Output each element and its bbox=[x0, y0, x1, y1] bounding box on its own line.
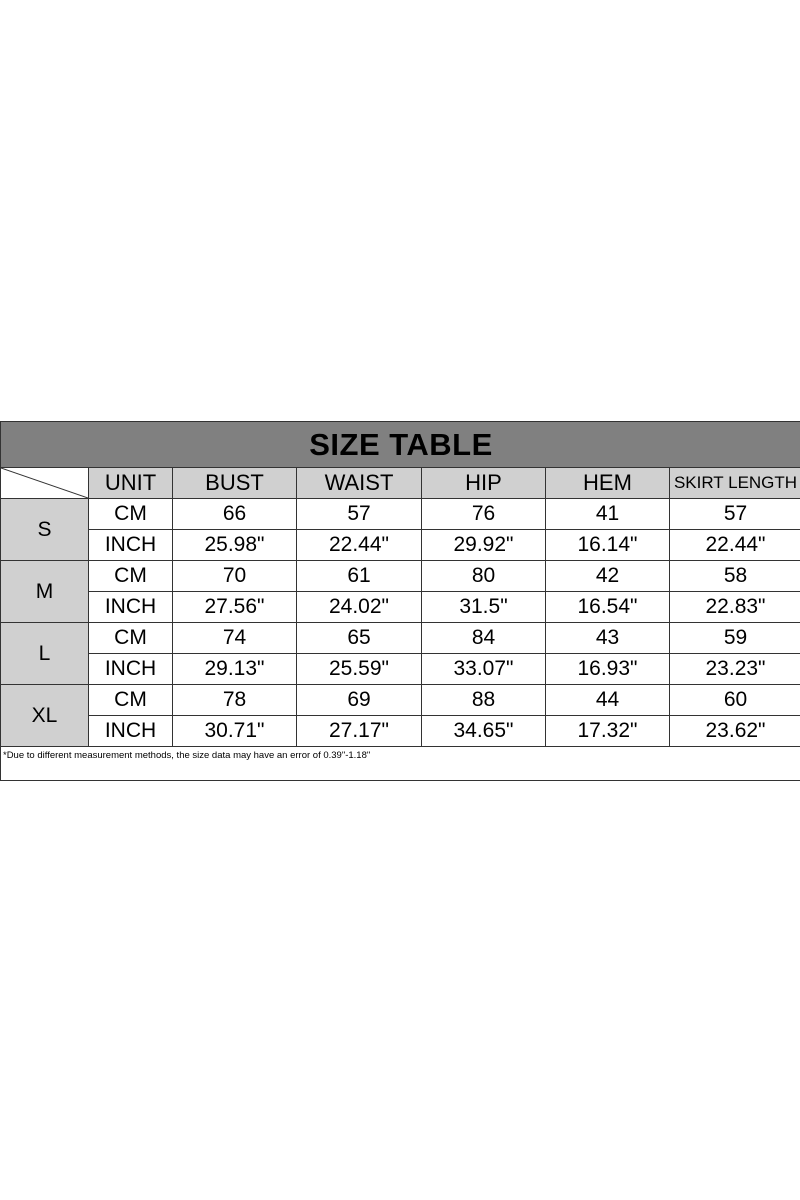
hip-value: 31.5" bbox=[422, 592, 546, 623]
skirt-length-value: 22.83" bbox=[670, 592, 800, 623]
waist-value: 65 bbox=[297, 623, 422, 654]
skirt-length-value: 58 bbox=[670, 561, 800, 592]
hem-value: 44 bbox=[546, 685, 670, 716]
measurement-note: *Due to different measurement methods, the size data may have an error of 0.39"-1.18" bbox=[1, 747, 800, 781]
title-row bbox=[1, 422, 800, 468]
hem-value: 41 bbox=[546, 499, 670, 530]
waist-value: 57 bbox=[297, 499, 422, 530]
table-row bbox=[1, 623, 800, 654]
header-bust: BUST bbox=[173, 468, 297, 499]
size-label-m: M bbox=[1, 561, 89, 623]
skirt-length-value: 60 bbox=[670, 685, 800, 716]
unit-cell: CM bbox=[89, 623, 173, 654]
table-row bbox=[1, 499, 800, 530]
header-hem: HEM bbox=[546, 468, 670, 499]
bust-value: 27.56" bbox=[173, 592, 297, 623]
header-row bbox=[1, 468, 800, 499]
bust-value: 74 bbox=[173, 623, 297, 654]
skirt-length-value: 23.23" bbox=[670, 654, 800, 685]
size-table bbox=[0, 421, 800, 781]
hem-value: 16.14" bbox=[546, 530, 670, 561]
header-skirt-length: SKIRT LENGTH bbox=[670, 468, 800, 499]
skirt-length-value: 23.62" bbox=[670, 716, 800, 747]
unit-cell: CM bbox=[89, 499, 173, 530]
size-label-s: S bbox=[1, 499, 89, 561]
hip-value: 84 bbox=[422, 623, 546, 654]
size-label-xl: XL bbox=[1, 685, 89, 747]
unit-cell: CM bbox=[89, 561, 173, 592]
table-row bbox=[1, 592, 800, 623]
bust-value: 30.71" bbox=[173, 716, 297, 747]
note-row bbox=[1, 747, 800, 781]
skirt-length-value: 22.44" bbox=[670, 530, 800, 561]
hip-value: 80 bbox=[422, 561, 546, 592]
waist-value: 61 bbox=[297, 561, 422, 592]
hip-value: 76 bbox=[422, 499, 546, 530]
hip-value: 33.07" bbox=[422, 654, 546, 685]
header-hip: HIP bbox=[422, 468, 546, 499]
bust-value: 25.98" bbox=[173, 530, 297, 561]
unit-cell: INCH bbox=[89, 530, 173, 561]
unit-cell: CM bbox=[89, 685, 173, 716]
unit-cell: INCH bbox=[89, 592, 173, 623]
table-title: SIZE TABLE bbox=[1, 422, 800, 468]
unit-cell: INCH bbox=[89, 716, 173, 747]
hip-value: 88 bbox=[422, 685, 546, 716]
table-row bbox=[1, 716, 800, 747]
header-unit: UNIT bbox=[89, 468, 173, 499]
bust-value: 66 bbox=[173, 499, 297, 530]
hem-value: 42 bbox=[546, 561, 670, 592]
hem-value: 16.54" bbox=[546, 592, 670, 623]
bust-value: 70 bbox=[173, 561, 297, 592]
waist-value: 25.59" bbox=[297, 654, 422, 685]
hem-value: 43 bbox=[546, 623, 670, 654]
bust-value: 29.13" bbox=[173, 654, 297, 685]
hem-value: 17.32" bbox=[546, 716, 670, 747]
unit-cell: INCH bbox=[89, 654, 173, 685]
hem-value: 16.93" bbox=[546, 654, 670, 685]
hip-value: 29.92" bbox=[422, 530, 546, 561]
table-row bbox=[1, 530, 800, 561]
size-chart bbox=[0, 421, 800, 781]
skirt-length-value: 57 bbox=[670, 499, 800, 530]
size-label-l: L bbox=[1, 623, 89, 685]
corner-cell bbox=[1, 468, 89, 499]
waist-value: 69 bbox=[297, 685, 422, 716]
table-row bbox=[1, 561, 800, 592]
skirt-length-value: 59 bbox=[670, 623, 800, 654]
waist-value: 22.44" bbox=[297, 530, 422, 561]
hip-value: 34.65" bbox=[422, 716, 546, 747]
waist-value: 27.17" bbox=[297, 716, 422, 747]
bust-value: 78 bbox=[173, 685, 297, 716]
header-waist: WAIST bbox=[297, 468, 422, 499]
diagonal-line bbox=[1, 468, 88, 498]
waist-value: 24.02" bbox=[297, 592, 422, 623]
table-row bbox=[1, 654, 800, 685]
table-row bbox=[1, 685, 800, 716]
